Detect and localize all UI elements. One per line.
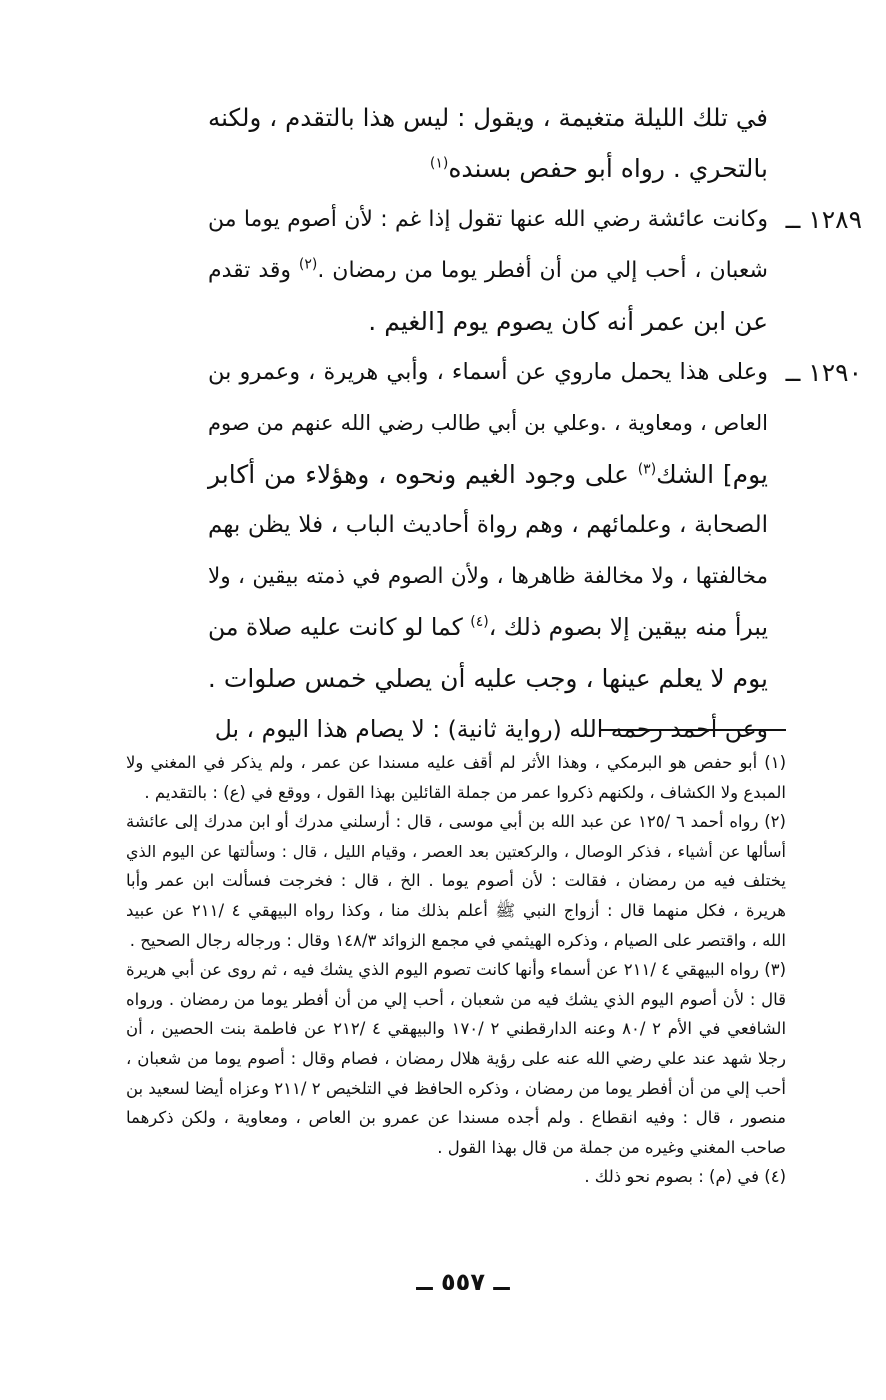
text-line: عن ابن عمر أنه كان يصوم يوم [الغيم .: [368, 307, 768, 336]
footnote-line: منصور ، قال : وفيه انقطاع . ولم أجده مسندا عن عمرو بن العاص ، ومعاوية ، ولكن ذكرهما: [126, 1108, 786, 1128]
footnote-ref-1: (١): [429, 155, 449, 172]
footnote-line: الله ، واقتصر على الصيام ، وذكره الهيثمي في مجمع الزوائد ١٤٨/٣ وقال : ورجاله رجال الصحيح .: [129, 930, 786, 950]
text-segment: على وجود الغيم ونحوه ، وهؤلاء من أكابر: [208, 460, 638, 489]
footnote-ref-2: (٢): [298, 256, 318, 273]
text-segment: وقد تقدم: [208, 258, 299, 283]
footnotes: [126, 748, 786, 1192]
text-line: [208, 143, 768, 194]
text-line: يوم لا يعلم عينها ، وجب عليه أن يصلي خمس صلوات .: [207, 664, 768, 693]
footnote-2: [126, 807, 786, 955]
text-segment: بالتحري . رواه أبو حفص بسنده: [448, 154, 768, 183]
text-line: الصحابة ، وعلمائهم ، وهم رواة أحاديث الباب ، فلا يظن بهم: [208, 512, 768, 538]
text-line: [208, 449, 768, 500]
text-segment: شعبان ، أحب إلي من أن أفطر يوما من رمضان .: [317, 258, 768, 283]
footnote-3: [126, 955, 786, 1162]
text-line: العاص ، ومعاوية ، .وعلي بن أبي طالب رضي الله عنهم من صوم: [208, 411, 768, 435]
footnote-line: الشافعي في الأم ٢ /٨٠ وعنه الدارقطني ٢ /١٧٠ والبيهقي ٤ /٢١٢ عن فاطمة بنت الحصين ، أن: [126, 1019, 787, 1039]
footnote-line: (١) أبو حفص هو البرمكي ، وهذا الأثر لم أقف عليه مسندا عن عمر ، ولم يذكر في المغني ولا: [126, 753, 786, 772]
paragraph-continuation: [208, 92, 768, 194]
footnote-1: [126, 748, 786, 807]
footnote-line: قال : لأن أصوم اليوم الذي يشك فيه من شعبان ، أحب إلي من أن أفطر يوما من رمضان . ورواه: [126, 989, 786, 1009]
footnote-line: (٤) في (م) : بصوم نحو ذلك .: [584, 1167, 786, 1187]
footnote-line: أسألها عن أشياء ، فذكر الوصال ، والركعتين بعد العصر ، وقيام الليل ، قال : وسألتها عن اليوم الذي: [126, 841, 786, 861]
text-segment: كما لو كانت عليه صلاة من: [207, 613, 471, 641]
text-segment: يوم] الشك: [656, 460, 768, 489]
text-segment: يبرأ منه بيقين إلا بصوم ذلك ،: [488, 613, 768, 641]
footnote-line: يختلف فيه من رمضان ، فقالت : لأن أصوم يوما . الخ ، قال : فخرجت فسألت ابن عمر وأبا: [126, 871, 786, 891]
footnote-4: [126, 1162, 786, 1192]
text-line: وعلى هذا يحمل ماروي عن أسماء ، وأبي هريرة ، وعمرو بن: [208, 359, 768, 385]
paragraph-number: ١٢٩٠ ــ: [785, 358, 862, 387]
text-line: وعن أحمد رحمه الله (رواية ثانية) : لا يصام هذا اليوم ، بل: [214, 715, 768, 743]
text-line: في تلك الليلة متغيمة ، ويقول : ليس هذا بالتقدم ، ولكنه: [208, 103, 768, 132]
text-line: مخالفتها ، ولا مخالفة ظاهرها ، ولأن الصوم في ذمته بيقين ، ولا: [208, 564, 768, 589]
text-line: وكانت عائشة رضي الله عنها تقول إذا غم : لأن أصوم يوما من: [208, 207, 768, 232]
paragraph-number: ١٢٨٩ ــ: [785, 205, 862, 234]
text-line: [208, 602, 768, 653]
footnote-ref-3: (٣): [637, 461, 657, 478]
paragraph-1289: [208, 194, 862, 347]
footnote-line: (٢) رواه أحمد ٦ /١٢٥ عن عبد الله بن أبي موسى ، قال : أرسلني مدرك أو ابن مدرك إلى عائشة: [126, 812, 786, 832]
page-number-text: ــ ٥٥٧ ــ: [416, 1268, 510, 1296]
footnote-separator: [599, 729, 786, 731]
footnote-line: أحب إلي من أن أفطر يوما من رمضان ، وذكره الحافظ في التلخيص ٢ /٢١١ وعزاه أيضا لسعيد بن: [126, 1078, 786, 1098]
main-text: [207, 92, 862, 755]
footnote-line: هريرة ، فكل منهما قال : أزواج النبي ﷺ أعلم بذلك منا ، وكذا رواه البيهقي ٤ /٢١١ عن عبيد: [126, 900, 787, 920]
footnote-ref-4: (٤): [470, 614, 489, 631]
text-line: [208, 245, 768, 296]
footnote-line: رجلا شهد عند علي رضي الله عنه على رؤية هلال رمضان ، فصام وقال : أصوم يوما من شعبان ،: [126, 1048, 786, 1068]
footnote-line: المبدع ولا الكشاف ، ولكنهم ذكروا عمر من جملة القائلين بهذا القول ، ووقع في (ع) : بالتقديم .: [144, 782, 786, 802]
footnote-line: صاحب المغني وغيره من جملة من قال بهذا القول .: [437, 1137, 786, 1157]
footnote-line: (٣) رواه البيهقي ٤ /٢١١ عن أسماء وأنها كانت تصوم اليوم الذي يشك فيه ، ثم روى عن أبي هريرة: [126, 960, 786, 980]
page-number: [0, 1268, 886, 1296]
paragraph-1290: [207, 347, 862, 704]
